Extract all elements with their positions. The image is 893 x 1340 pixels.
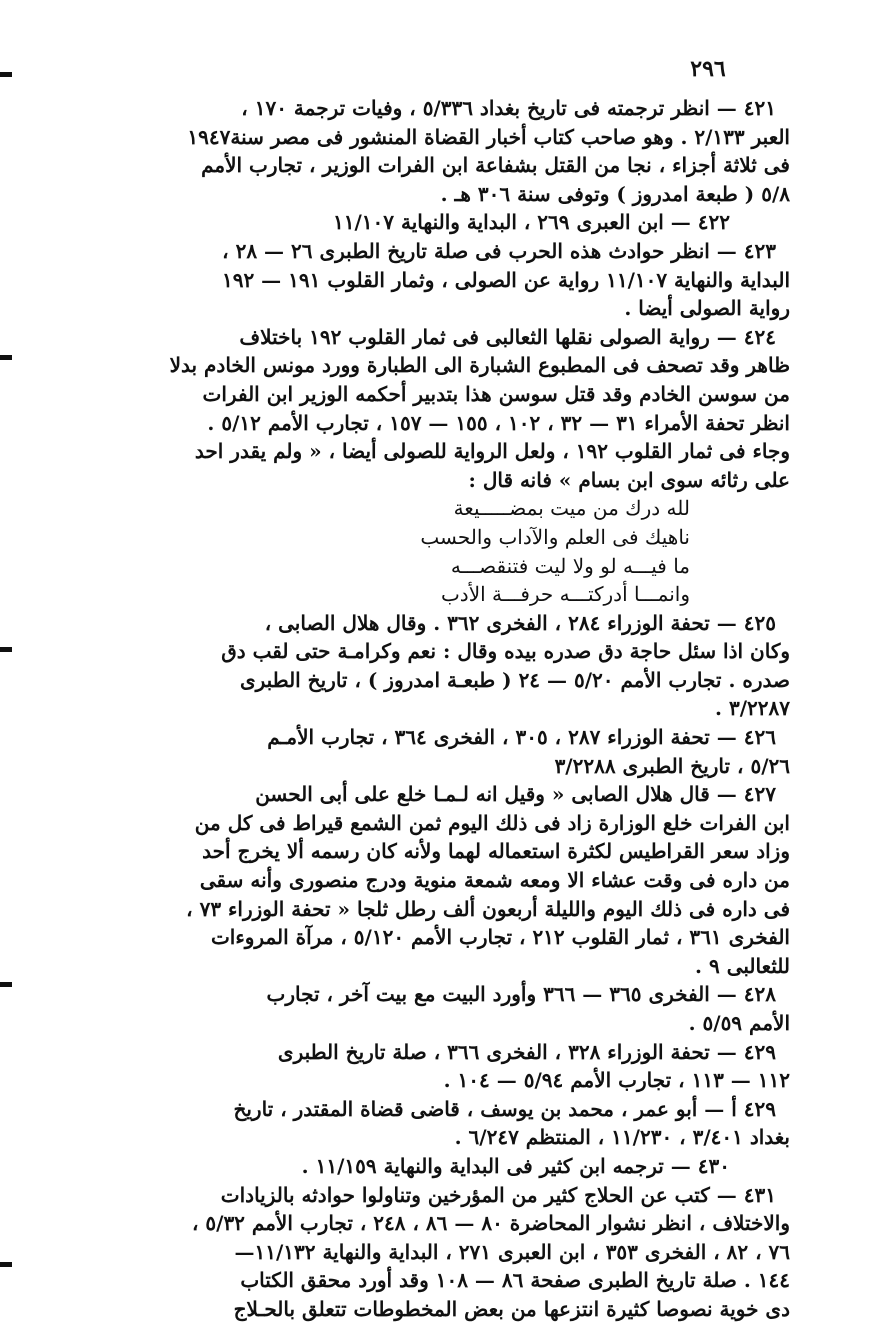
text-line: فى داره فى ذلك اليوم والليلة أربعون ألف رطل ثلجا « تحفة الوزراء ٧٣ ، (186, 896, 790, 921)
text-line: ٣/٢٢٨٧ . (715, 696, 790, 721)
margin-mark (0, 72, 12, 77)
margin-mark (0, 647, 12, 652)
text-line: ٤٢٣ — انظر حوادث هذه الحرب فى صلة تاريخ الطبرى ٢٦ — ٢٨ ، (222, 238, 776, 263)
text-line: ١١٢ — ١١٣ ، تجارب الأمم ٥/٩٤ — ١٠٤ . (443, 1068, 790, 1093)
text-line: ٧٦ ، ٨٢ ، الفخرى ٣٥٣ ، ابن العبرى ٢٧١ ، البداية والنهاية ١١/١٣٢— (234, 1239, 790, 1264)
poem-line: ما فيـــه لو ولا ليت فتنقصـــه (450, 553, 690, 578)
text-line: بغداد ٣/٤٠١ ، ١١/٢٣٠ ، المنتظم ٦/٢٤٧ . (454, 1125, 790, 1150)
text-line: رواية الصولى أيضا . (624, 296, 790, 321)
text-line: ٤٢٦ — تحفة الوزراء ٢٨٧ ، ٣٠٥ ، الفخرى ٣٦٤ ، تجارب الأمـم (267, 725, 776, 750)
poem-line: لله درك من ميت بمضـــــيعة (453, 496, 690, 521)
text-line: وجاء فى ثمار القلوب ١٩٢ ، ولعل الرواية للصولى أيضا ، « ولم يقدر احد (194, 439, 790, 464)
text-line: ابن الفرات خلع الوزارة زاد فى ذلك اليوم ثمن الشمع قيراط فى كل من (194, 810, 790, 835)
text-line: والاختلاف ، انظر نشوار المحاضرة ٨٠ — ٨٦ ، ٢٤٨ ، تجارب الأمم ٥/٣٢ ، (191, 1211, 790, 1236)
poem-line: ناهيك فى العلم والآداب والحسب (420, 524, 690, 549)
poem-line: وانمـــا أدركتـــه حرفـــة الأدب (440, 582, 690, 607)
text-line: ٤٢٤ — رواية الصولى نقلها الثعالبى فى ثمار القلوب ١٩٢ باختلاف (239, 324, 776, 349)
text-line: ٥/٨ ( طبعة امدروز ) وتوفى سنة ٣٠٦ هـ . (440, 181, 790, 206)
text-line: ٤٣١ — كتب عن الحلاج كثير من المؤرخين وتناولوا حوادثه بالزيادات (220, 1182, 776, 1207)
text-line: انظر تحفة الأمراء ٣١ — ٣٢ ، ١٠٢ ، ١٥٥ — ١٥٧ ، تجارب الأمم ٥/١٢ . (207, 410, 790, 435)
text-line: على رثائه سوى ابن بسام » فانه قال : (468, 467, 790, 492)
text-line: وكان اذا سئل حاجة دق صدره بيده وقال : نعم وكرامـة حتى لقب دق (221, 639, 790, 664)
text-line: ظاهر وقد تصحف فى المطبوع الشبارة الى الطبارة وورد مونس الخادم بدلا (169, 353, 790, 378)
text-line: فى ثلاثة أجزاء ، نجا من القتل بشفاعة ابن الفرات الوزير ، تجارب الأمم (201, 153, 790, 178)
text-line: من سوسن الخادم وقد قتل سوسن هذا بتدبير أحكمه الوزير ابن الفرات (202, 381, 790, 406)
text-line: من داره فى وقت عشاء الا ومعه شمعة منوية ودرج منصورى وأنه سقى (199, 868, 790, 893)
text-line: ٤٢٩ — تحفة الوزراء ٣٢٨ ، الفخرى ٣٦٦ ، صلة تاريخ الطبرى (277, 1039, 776, 1064)
text-line: ٤٣٠ — ترجمه ابن كثير فى البداية والنهاية ١١/١٥٩ . (301, 1153, 730, 1178)
text-line: ٤٢٩ أ — أبو عمر ، محمد بن يوسف ، قاضى قضاة المقتدر ، تاريخ (233, 1096, 776, 1121)
text-line: ٤٢٥ — تحفة الوزراء ٢٨٤ ، الفخرى ٣٦٢ . وقال هلال الصابى ، (264, 610, 776, 635)
text-line: الأمم ٥/٥٩ . (688, 1011, 790, 1035)
text-line: للثعالبى ٩ . (695, 953, 790, 978)
text-line: الفخرى ٣٦١ ، ثمار القلوب ٢١٢ ، تجارب الأمم ٥/١٢٠ ، مرآة المروءات (210, 925, 790, 950)
footnotes-text-body (100, 94, 790, 1324)
text-line: ٤٢١ — انظر ترجمته فى تاريخ بغداد ٥/٣٣٦ ، وفيات ترجمة ١٧٠ ، (241, 96, 776, 120)
margin-mark (0, 355, 12, 360)
text-line: ٤٢٨ — الفخرى ٣٦٥ — ٣٦٦ وأورد البيت مع بيت آخر ، تجارب (266, 982, 776, 1007)
text-line: ٥/٢٦ ، تاريخ الطبرى ٣/٢٢٨٨ (554, 753, 790, 778)
text-line: البداية والنهاية ١١/١٠٧ رواية عن الصولى ، وثمار القلوب ١٩١ — ١٩٢ (221, 267, 790, 292)
text-line: دى خوية نصوصا كثيرة انتزعها من بعض المخطوطات تتعلق بالحـلاج (233, 1296, 790, 1321)
text-line: ١٤٤ . صلة تاريخ الطبرى صفحة ٨٦ — ١٠٨ وقد أورد محقق الكتاب (240, 1268, 790, 1293)
text-line: وزاد سعر القراطيس لكثرة استعماله لهما ولأنه كان رسمه ألا يخرج أحد (202, 839, 790, 864)
text-line: ٤٢٢ — ابن العبرى ٢٦٩ ، البداية والنهاية ١١/١٠٧ (333, 210, 730, 235)
text-line: صدره . تجارب الأمم ٥/٢٠ — ٢٤ ( طبعـة امدروز ) ، تاريخ الطبرى (239, 667, 790, 692)
margin-mark (0, 982, 12, 987)
text-line: العبر ٢/١٣٣ . وهو صاحب كتاب أخبار القضاة المنشور فى مصر سنة١٩٤٧ (187, 124, 790, 149)
margin-mark (0, 1262, 12, 1267)
text-line: ٤٢٧ — قال هلال الصابى « وقيل انه لـمـا خلع على أبى الحسن (255, 782, 776, 807)
page-number: ٢٩٦ (690, 56, 726, 82)
